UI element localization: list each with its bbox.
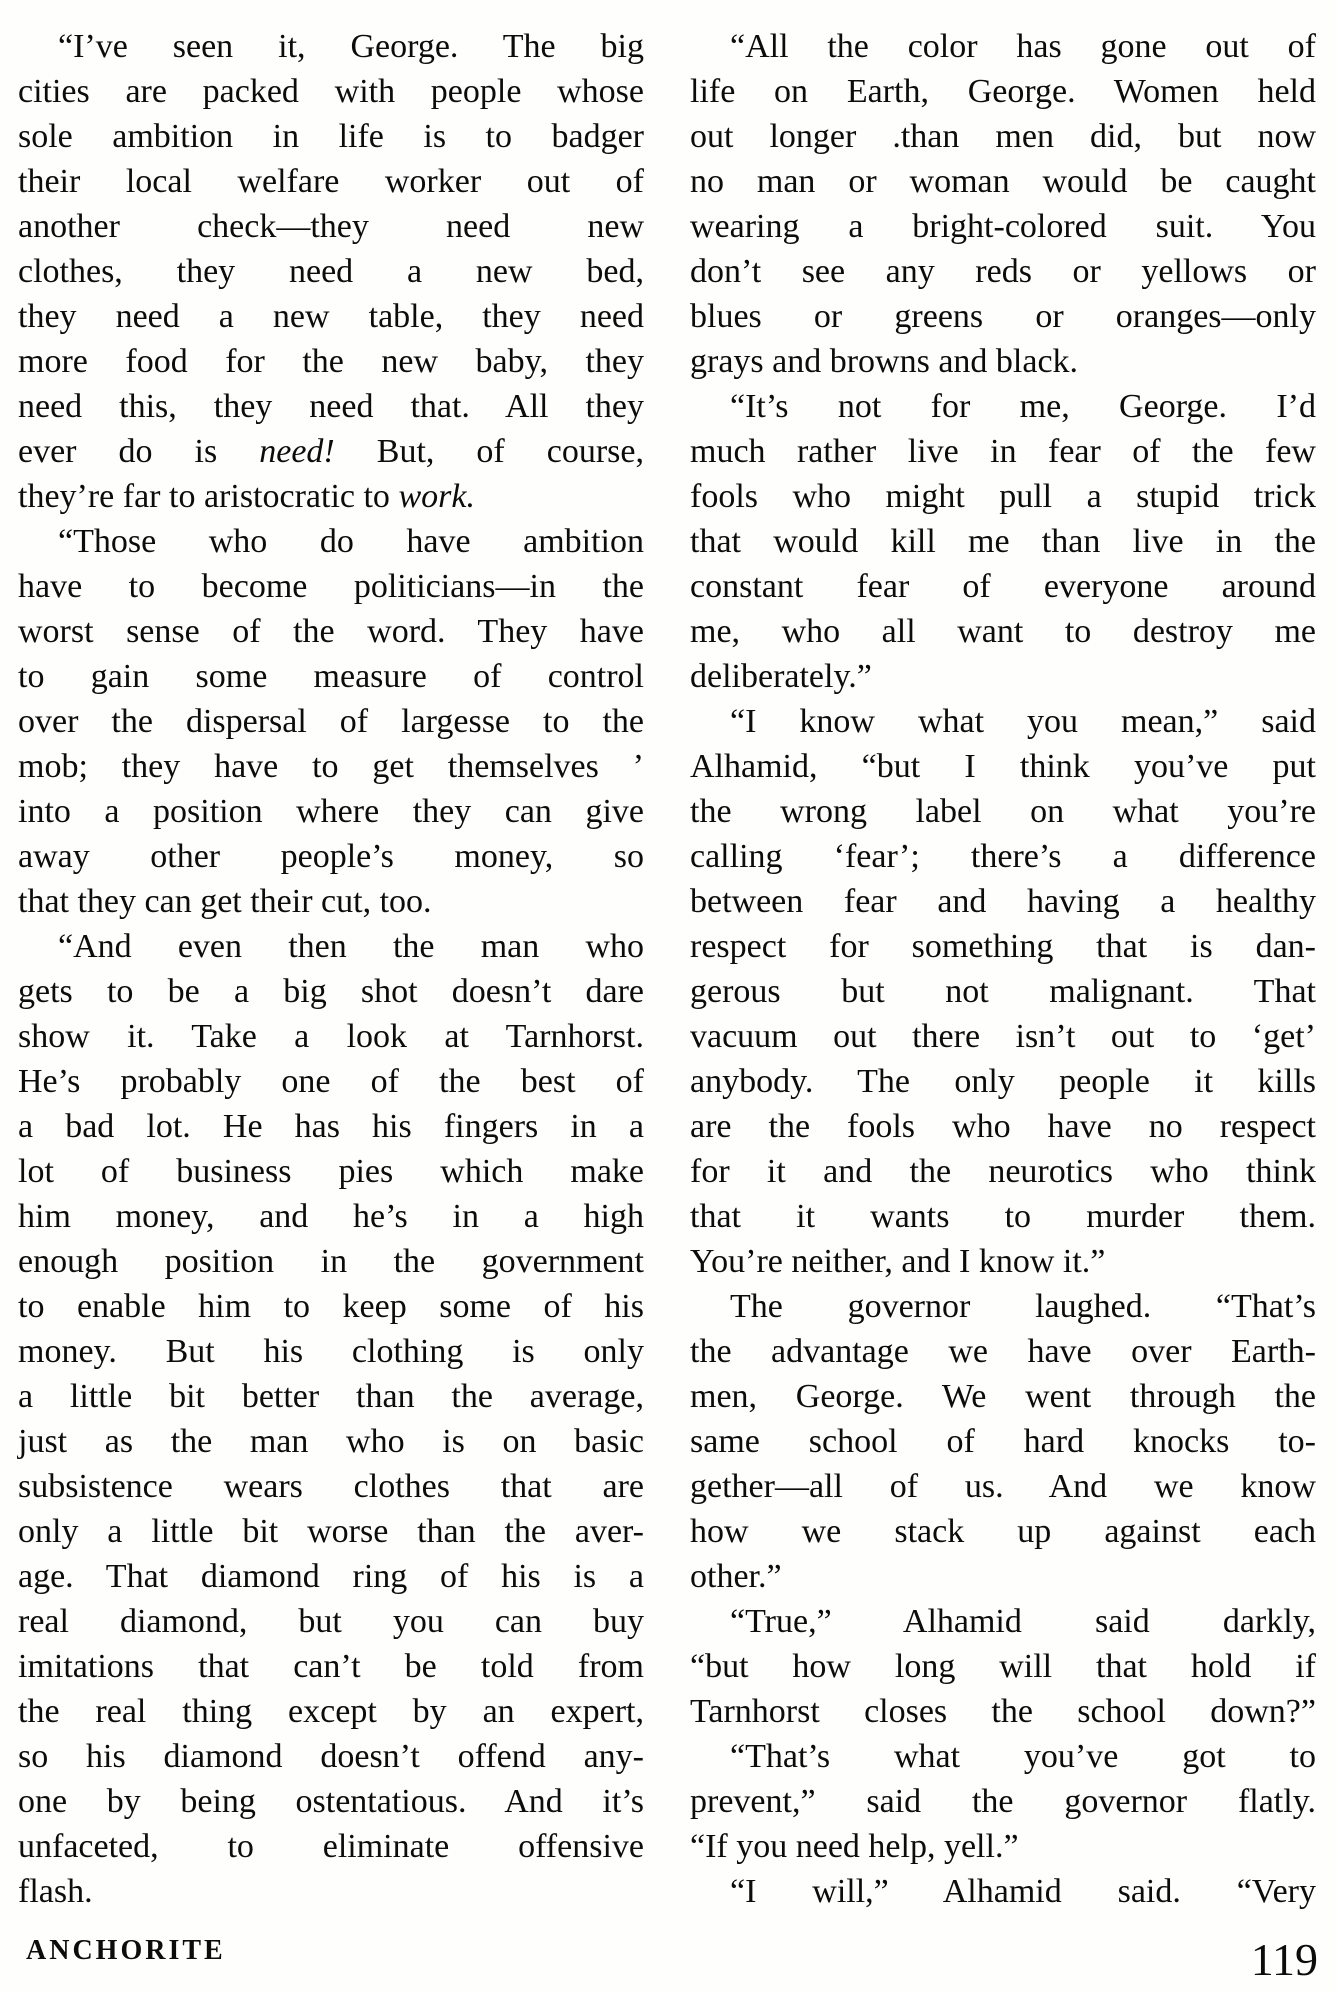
text-line: they’re far to aristocratic to work. — [18, 478, 475, 515]
text-line: the advantage we have over Earth- — [690, 1333, 1316, 1370]
text-line: same school of hard knocks to- — [690, 1423, 1316, 1460]
text-line: subsistence wears clothes that are — [18, 1468, 644, 1505]
text-line: real diamond, but you can buy — [18, 1603, 644, 1640]
text-line: “but how long will that hold if — [690, 1648, 1316, 1685]
text-line: gether—all of us. And we know — [690, 1468, 1316, 1505]
text-line: “It’s not for me, George. I’d — [730, 388, 1316, 425]
text-line: deliberately.” — [690, 658, 872, 695]
text-line: “All the color has gone out of — [730, 28, 1316, 65]
text-line: a little bit better than the average, — [18, 1378, 644, 1415]
text-line: so his diamond doesn’t offend any- — [18, 1738, 644, 1775]
text-line: that would kill me than live in the — [690, 523, 1316, 560]
text-line: one by being ostentatious. And it’s — [18, 1783, 644, 1820]
left-column — [18, 24, 644, 1914]
text-line: for it and the neurotics who think — [690, 1153, 1316, 1190]
text-line: life on Earth, George. Women held — [690, 73, 1316, 110]
text-line: Alhamid, “but I think you’ve put — [690, 748, 1316, 785]
text-line: the real thing except by an expert, — [18, 1693, 644, 1730]
text-line: clothes, they need a new bed, — [18, 253, 644, 290]
text-line: out longer .than men did, but now — [690, 118, 1316, 155]
text-line: gets to be a big shot doesn’t dare — [18, 973, 644, 1010]
text-line: You’re neither, and I know it.” — [690, 1243, 1106, 1280]
text-line: “I will,” Alhamid said. “Very — [730, 1873, 1316, 1910]
text-line: The governor laughed. “That’s — [730, 1288, 1316, 1325]
text-line: unfaceted, to eliminate offensive — [18, 1828, 644, 1865]
text-line: “If you need help, yell.” — [690, 1828, 1019, 1865]
text-line: age. That diamond ring of his is a — [18, 1558, 644, 1595]
text-line: between fear and having a healthy — [690, 883, 1316, 920]
running-title: ANCHORITE — [26, 1935, 226, 1966]
text-line: just as the man who is on basic — [18, 1423, 644, 1460]
text-line: respect for something that is dan- — [690, 928, 1316, 965]
text-line: anybody. The only people it kills — [690, 1063, 1316, 1100]
text-line: have to become politicians—in the — [18, 568, 644, 605]
text-line: no man or woman would be caught — [690, 163, 1316, 200]
text-line: show it. Take a look at Tarnhorst. — [18, 1018, 644, 1055]
text-line: vacuum out there isn’t out to ‘get’ — [690, 1018, 1316, 1055]
text-line: “That’s what you’ve got to — [730, 1738, 1316, 1775]
text-line: that it wants to murder them. — [690, 1198, 1316, 1235]
text-line: constant fear of everyone around — [690, 568, 1316, 605]
text-line: “Those who do have ambition — [58, 523, 644, 560]
text-line: away other people’s money, so — [18, 838, 644, 875]
text-line: me, who all want to destroy me — [690, 613, 1316, 650]
text-line: over the dispersal of largesse to the — [18, 703, 644, 740]
text-line: men, George. We went through the — [690, 1378, 1316, 1415]
text-line: worst sense of the word. They have — [18, 613, 644, 650]
text-line: calling ‘fear’; there’s a difference — [690, 838, 1316, 875]
text-line: sole ambition in life is to badger — [18, 118, 644, 155]
text-line: imitations that can’t be told from — [18, 1648, 644, 1685]
text-line: money. But his clothing is only — [18, 1333, 644, 1370]
text-line: gerous but not malignant. That — [690, 973, 1316, 1010]
text-line: “True,” Alhamid said darkly, — [730, 1603, 1316, 1640]
text-line: more food for the new baby, they — [18, 343, 644, 380]
text-line: they need a new table, they need — [18, 298, 644, 335]
text-line: how we stack up against each — [690, 1513, 1316, 1550]
text-line: ever do is need! But, of course, — [18, 433, 645, 470]
text-line: blues or greens or oranges—only — [690, 298, 1316, 335]
text-line: fools who might pull a stupid trick — [690, 478, 1316, 515]
text-line: other.” — [690, 1558, 782, 1595]
text-line: much rather live in fear of the few — [690, 433, 1316, 470]
text-line: “I’ve seen it, George. The big — [58, 28, 644, 65]
text-line: the wrong label on what you’re — [690, 793, 1316, 830]
text-line: wearing a bright-colored suit. You — [690, 208, 1316, 245]
text-line: that they can get their cut, too. — [18, 883, 432, 920]
page-number: 119 — [1250, 1934, 1318, 1985]
text-line: a bad lot. He has his fingers in a — [18, 1108, 644, 1145]
text-line: grays and browns and black. — [690, 343, 1079, 380]
text-line: only a little bit worse than the aver- — [18, 1513, 644, 1550]
text-line: flash. — [18, 1873, 93, 1910]
text-line: him money, and he’s in a high — [18, 1198, 644, 1235]
right-column — [690, 24, 1316, 1914]
text-line: “I know what you mean,” said — [730, 703, 1316, 740]
text-line: He’s probably one of the best of — [18, 1063, 644, 1100]
text-line: mob; they have to get themselves ’ — [18, 748, 644, 785]
text-line: prevent,” said the governor flatly. — [690, 1783, 1316, 1820]
text-line: lot of business pies which make — [18, 1153, 644, 1190]
text-line: to gain some measure of control — [18, 658, 644, 695]
text-line: another check—they need new — [18, 208, 644, 245]
text-line: cities are packed with people whose — [18, 73, 644, 110]
text-line: don’t see any reds or yellows or — [690, 253, 1316, 290]
text-line: their local welfare worker out of — [18, 163, 644, 200]
text-line: are the fools who have no respect — [690, 1108, 1316, 1145]
text-line: enough position in the government — [18, 1243, 644, 1280]
text-line: into a position where they can give — [18, 793, 644, 830]
text-line: need this, they need that. All they — [18, 388, 644, 425]
text-line: “And even then the man who — [58, 928, 644, 965]
text-line: Tarnhorst closes the school down?” — [690, 1693, 1316, 1730]
text-line: to enable him to keep some of his — [18, 1288, 644, 1325]
